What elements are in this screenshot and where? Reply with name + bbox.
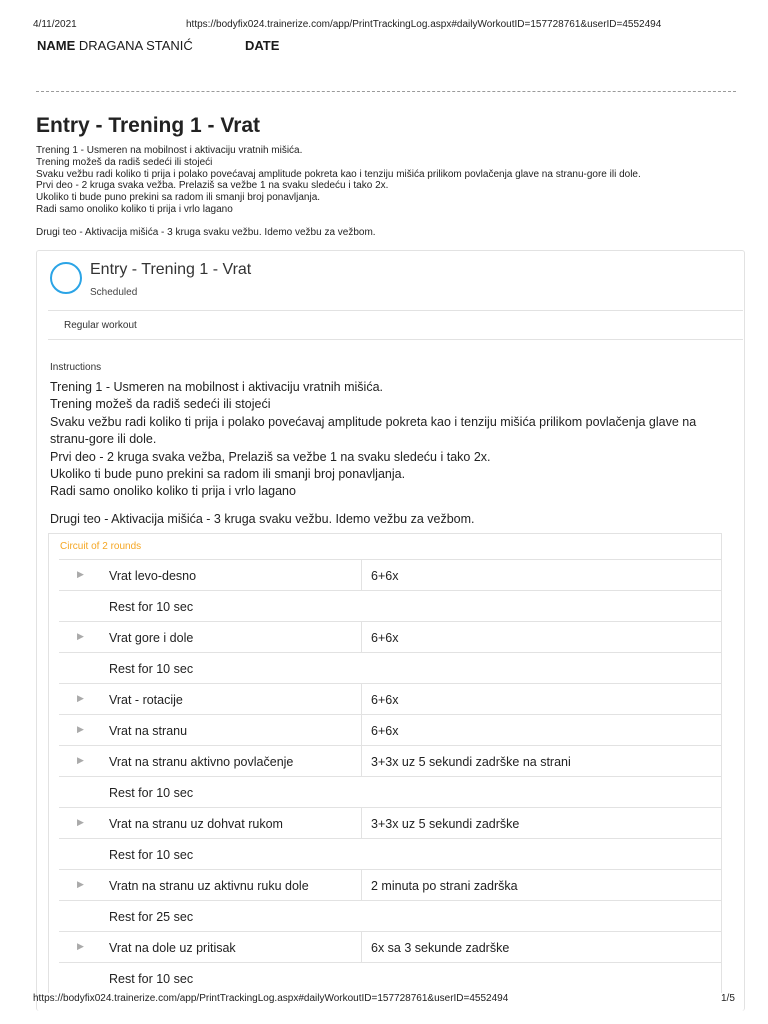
exercise-name: Vrat levo-desno bbox=[109, 569, 197, 583]
exercise-row[interactable] bbox=[49, 745, 721, 776]
rest-row bbox=[49, 838, 721, 869]
exercise-value: 3+3x uz 5 sekundi zadrške bbox=[371, 817, 520, 831]
instructions-part2: Drugi teo - Aktivacija mišića - 3 kruga svaku vežbu. Idemo vežbu za vežbom. bbox=[50, 512, 475, 526]
status-circle-icon bbox=[50, 262, 82, 294]
card-divider bbox=[48, 310, 743, 311]
name-label: NAME bbox=[37, 38, 76, 53]
instruction-line: Svaku vežbu radi koliko ti prija i polako povećavaj amplitude pokreta kao i tenziju mišića prilikom povlačenja glave na bbox=[50, 414, 697, 429]
dashed-divider bbox=[36, 91, 736, 92]
exercise-name: Vrat na stranu aktivno povlačenje bbox=[109, 755, 294, 769]
exercise-name: Vrat - rotacije bbox=[109, 693, 183, 707]
description-line: Trening možeš da radiš sedeći ili stojeći bbox=[36, 156, 213, 168]
exercise-value-cell bbox=[361, 684, 721, 714]
exercise-value: 3+3x uz 5 sekundi zadrške na strani bbox=[371, 755, 571, 769]
description-line: Ukoliko ti bude puno prekini sa radom ili smanji broj ponavljanja. bbox=[36, 192, 321, 204]
exercise-value-cell bbox=[361, 715, 721, 745]
circuit-table bbox=[48, 533, 722, 993]
rest-row bbox=[49, 900, 721, 931]
exercise-value: 6+6x bbox=[371, 724, 399, 738]
exercise-value-cell bbox=[361, 622, 721, 652]
expand-arrow-icon[interactable]: ▶ bbox=[77, 755, 84, 765]
expand-arrow-icon[interactable]: ▶ bbox=[77, 569, 84, 579]
circuit-rows bbox=[49, 559, 721, 993]
exercise-row[interactable] bbox=[49, 807, 721, 838]
description-part2: Drugi teo - Aktivacija mišića - 3 kruga svaku vežbu. Idemo vežbu za vežbom. bbox=[36, 227, 376, 238]
instruction-line: stranu-gore ili dole. bbox=[50, 432, 157, 447]
row-cells bbox=[59, 900, 721, 931]
footer-url: https://bodyfix024.trainerize.com/app/PrintTrackingLog.aspx#dailyWorkoutID=157728761&userID=4552494 bbox=[33, 993, 509, 1004]
rest-label: Rest for 10 sec bbox=[109, 662, 194, 676]
rest-row bbox=[49, 652, 721, 683]
exercise-row[interactable] bbox=[49, 714, 721, 745]
exercise-name: Vrat na stranu uz dohvat rukom bbox=[109, 817, 283, 831]
row-cells bbox=[59, 776, 721, 807]
date-field bbox=[245, 38, 279, 53]
row-cells bbox=[59, 838, 721, 869]
instruction-line: Ukoliko ti bude puno prekini sa radom ili smanji broj ponavljanja. bbox=[50, 467, 406, 482]
circuit-label: Circuit of 2 rounds bbox=[60, 541, 142, 552]
workout-type: Regular workout bbox=[64, 320, 137, 331]
rest-row bbox=[49, 590, 721, 621]
description-line: Trening 1 - Usmeren na mobilnost i aktivaciju vratnih mišića. bbox=[36, 145, 303, 156]
rest-label: Rest for 10 sec bbox=[109, 786, 194, 800]
exercise-row[interactable] bbox=[49, 621, 721, 652]
print-url: https://bodyfix024.trainerize.com/app/PrintTrackingLog.aspx#dailyWorkoutID=157728761&userID=4552494 bbox=[186, 19, 662, 30]
exercise-value-cell bbox=[361, 560, 721, 590]
rest-label: Rest for 10 sec bbox=[109, 600, 194, 614]
exercise-row[interactable] bbox=[49, 683, 721, 714]
expand-arrow-icon[interactable]: ▶ bbox=[77, 724, 84, 734]
description-line: Svaku vežbu radi koliko ti prija i polako povećavaj amplitude pokreta kao i tenziju mišića prilikom povlačenja glave na stranu-gore ili dole. bbox=[36, 168, 641, 180]
print-date: 4/11/2021 bbox=[33, 19, 77, 30]
instructions-label: Instructions bbox=[50, 362, 102, 373]
expand-arrow-icon[interactable]: ▶ bbox=[77, 817, 84, 827]
workout-status: Scheduled bbox=[90, 287, 138, 298]
instruction-line: Radi samo onoliko koliko ti prija i vrlo lagano bbox=[50, 484, 296, 499]
expand-arrow-icon[interactable]: ▶ bbox=[77, 879, 84, 889]
rest-label: Rest for 10 sec bbox=[109, 972, 194, 986]
instructions-text bbox=[50, 379, 740, 501]
row-cells bbox=[59, 683, 721, 714]
exercise-name: Vratn na stranu uz aktivnu ruku dole bbox=[109, 879, 309, 893]
rest-label: Rest for 25 sec bbox=[109, 910, 194, 924]
instruction-line: Trening možeš da radiš sedeći ili stojeći bbox=[50, 397, 271, 412]
exercise-value: 2 minuta po strani zadrška bbox=[371, 879, 518, 893]
row-cells bbox=[59, 962, 721, 993]
expand-arrow-icon[interactable]: ▶ bbox=[77, 631, 84, 641]
instruction-line: Trening 1 - Usmeren na mobilnost i aktivaciju vratnih mišića. bbox=[50, 380, 383, 394]
row-cells bbox=[59, 621, 721, 652]
exercise-value: 6+6x bbox=[371, 693, 399, 707]
row-cells bbox=[59, 745, 721, 776]
exercise-name: Vrat na dole uz pritisak bbox=[109, 941, 236, 955]
exercise-value-cell bbox=[361, 870, 721, 900]
row-cells bbox=[59, 931, 721, 962]
rest-row bbox=[49, 962, 721, 993]
exercise-value-cell bbox=[361, 808, 721, 838]
exercise-value-cell bbox=[361, 746, 721, 776]
exercise-name: Vrat na stranu bbox=[109, 724, 188, 738]
rest-row bbox=[49, 776, 721, 807]
exercise-value: 6+6x bbox=[371, 631, 399, 645]
page-title: Entry - Trening 1 - Vrat bbox=[36, 114, 261, 137]
card-divider bbox=[48, 339, 743, 340]
name-field bbox=[37, 38, 193, 53]
workout-title: Entry - Trening 1 - Vrat bbox=[90, 261, 252, 278]
name-value: DRAGANA STANIĆ bbox=[78, 38, 193, 53]
date-label: DATE bbox=[245, 38, 280, 53]
exercise-value: 6x sa 3 sekunde zadrške bbox=[371, 941, 510, 955]
row-cells bbox=[59, 714, 721, 745]
row-cells bbox=[59, 652, 721, 683]
expand-arrow-icon[interactable]: ▶ bbox=[77, 693, 84, 703]
rest-label: Rest for 10 sec bbox=[109, 848, 194, 862]
workout-description bbox=[36, 145, 641, 216]
row-cells bbox=[59, 807, 721, 838]
exercise-row[interactable] bbox=[49, 869, 721, 900]
description-line: Radi samo onoliko koliko ti prija i vrlo lagano bbox=[36, 203, 233, 215]
row-cells bbox=[59, 590, 721, 621]
page-number: 1/5 bbox=[721, 993, 735, 1004]
instruction-line: Prvi deo - 2 kruga svaka vežba, Prelaziš sa vežbe 1 na svaku sledeću i tako 2x. bbox=[50, 449, 491, 464]
exercise-value: 6+6x bbox=[371, 569, 399, 583]
exercise-row[interactable] bbox=[49, 931, 721, 962]
exercise-name: Vrat gore i dole bbox=[109, 631, 194, 645]
row-cells bbox=[59, 559, 721, 590]
exercise-row[interactable] bbox=[49, 559, 721, 590]
expand-arrow-icon[interactable]: ▶ bbox=[77, 941, 84, 951]
exercise-value-cell bbox=[361, 932, 721, 962]
description-line: Prvi deo - 2 kruga svaka vežba. Prelaziš sa vežbe 1 na svaku sledeću i tako 2x. bbox=[36, 180, 389, 192]
row-cells bbox=[59, 869, 721, 900]
